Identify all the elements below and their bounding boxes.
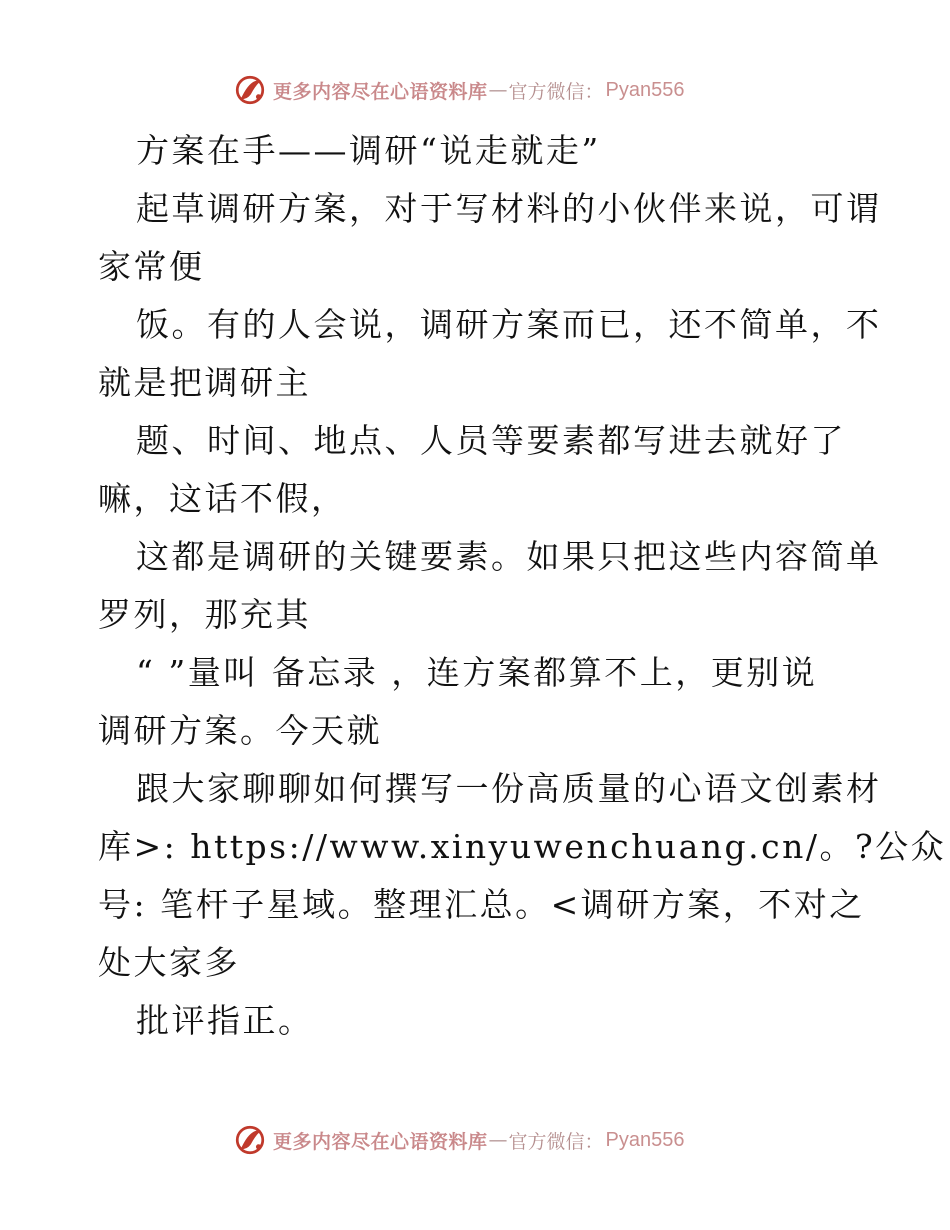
banner-separator: — xyxy=(488,1129,508,1151)
header-banner xyxy=(233,72,685,108)
document-line: “ ”量叫 备忘录 ，连方案都算不上，更别说 xyxy=(136,653,818,692)
footer-banner xyxy=(233,1122,685,1158)
document-line: 库>: https://www.xinyuwenchuang.cn/。?公众 xyxy=(98,827,947,866)
banner-separator: — xyxy=(488,79,508,101)
banner-main-text: 更多内容尽在心语资料库 xyxy=(273,1130,488,1153)
document-line: 这都是调研的关键要素。如果只把这些内容简单 xyxy=(136,537,882,576)
document-line: 就是把调研主 xyxy=(98,363,311,402)
banner-wechat-label: 官方微信： xyxy=(508,1130,604,1153)
document-line: 方案在手——调研“说走就走” xyxy=(136,131,601,170)
document-line: 罗列，那充其 xyxy=(98,595,311,634)
document-line: 批评指正。 xyxy=(136,1001,314,1040)
document-line: 起草调研方案，对于写材料的小伙伴来说，可谓 xyxy=(136,189,882,228)
document-line: 饭。有的人会说，调研方案而已，还不简单，不 xyxy=(136,305,882,344)
document-line: 处大家多 xyxy=(98,943,240,982)
document-body xyxy=(98,122,947,1050)
banner-wechat-label: 官方微信： xyxy=(508,80,604,103)
document-line: 调研方案。今天就 xyxy=(98,711,382,750)
brush-seal-logo-icon xyxy=(233,73,267,107)
banner-wechat-id: Pyan556 xyxy=(605,78,685,101)
banner-main-text: 更多内容尽在心语资料库 xyxy=(273,80,488,103)
banner-wechat-id: Pyan556 xyxy=(605,1128,685,1151)
document-line: 号: 笔杆子星域。整理汇总。<调研方案，不对之 xyxy=(98,885,865,924)
brush-seal-logo-icon xyxy=(233,1123,267,1157)
document-line: 跟大家聊聊如何撰写一份高质量的心语文创素材 xyxy=(136,769,882,808)
document-line: 嘛，这话不假， xyxy=(98,479,347,518)
document-line: 题、时间、地点、人员等要素都写进去就好了 xyxy=(136,421,846,460)
document-line: 家常便 xyxy=(98,247,205,286)
